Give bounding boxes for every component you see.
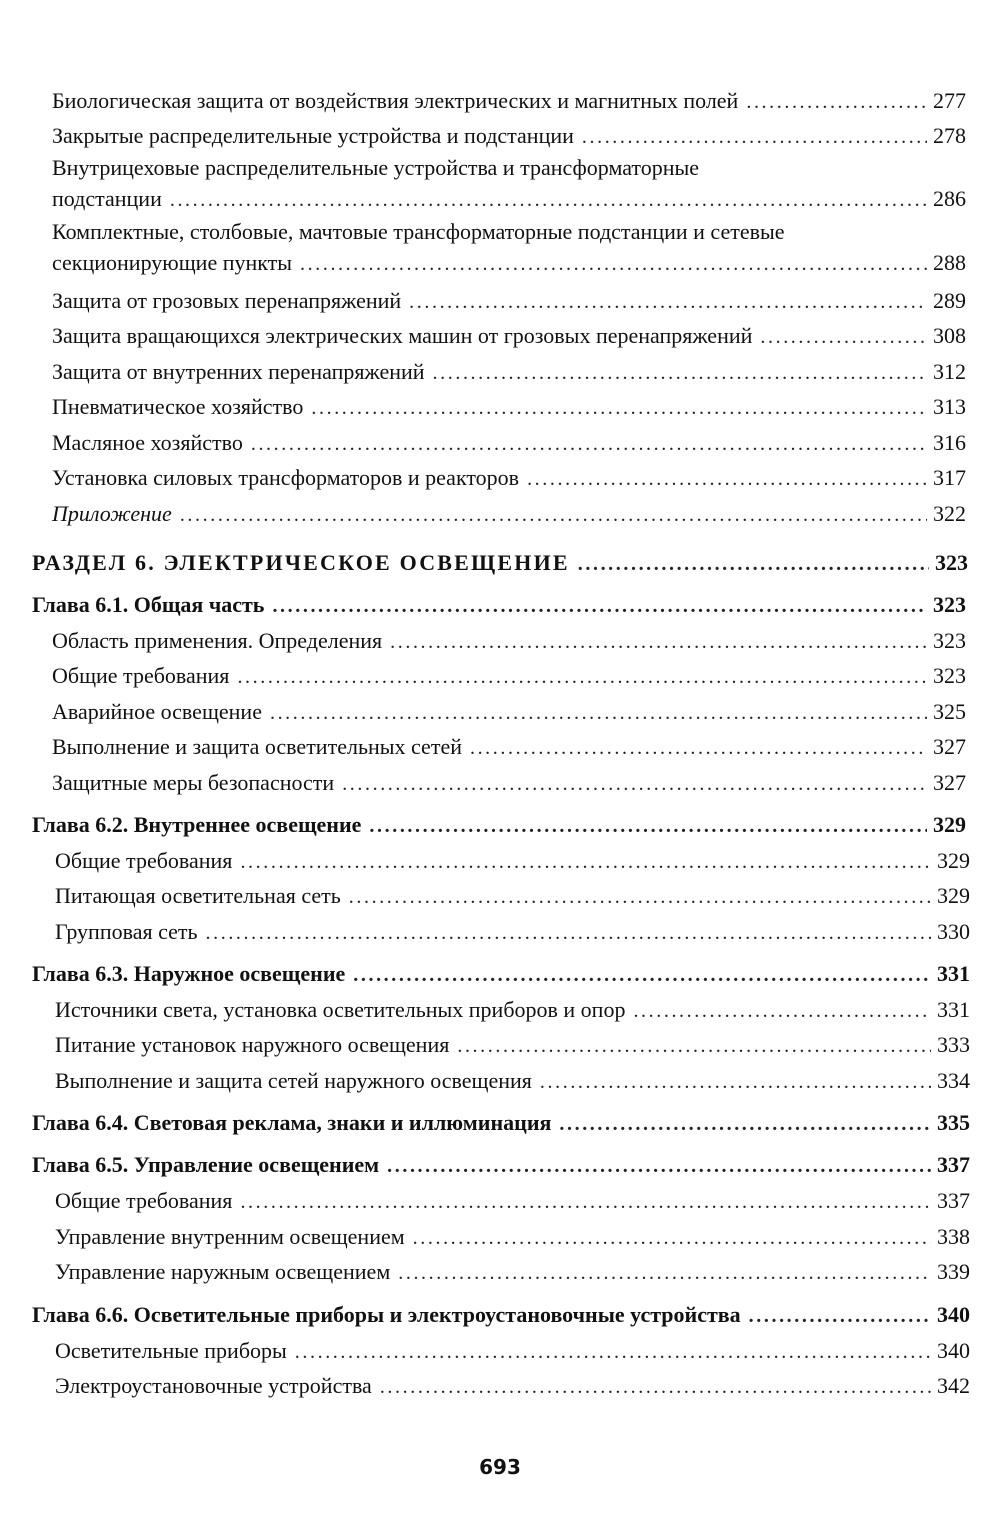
toc-chapter[interactable] xyxy=(32,1300,970,1330)
toc-entry-title: Глава 6.3. Наружное освещение xyxy=(32,961,346,986)
toc-entry-title: Защита от внутренних перенапряжений xyxy=(52,359,425,384)
toc-entry-title: Приложение xyxy=(52,501,172,526)
toc-entry[interactable] xyxy=(55,917,970,947)
toc-entry-title: Общие требования xyxy=(55,848,233,873)
toc-entry-title: Биологическая защита от воздействия электрических и магнитных полей xyxy=(52,88,739,113)
toc-chapter[interactable] xyxy=(32,1108,970,1138)
toc-entry[interactable] xyxy=(55,846,970,876)
toc-entry-title: Глава 6.4. Световая реклама, знаки и иллюминация xyxy=(32,1110,552,1135)
toc-entry-title-line1: Внутрицеховые распределительные устройства и трансформаторные xyxy=(52,155,700,180)
toc-entry-title: Электроустановочные устройства xyxy=(55,1373,372,1398)
toc-entry-title: Осветительные приборы xyxy=(55,1338,287,1363)
toc-entry-page: 323 xyxy=(935,550,968,575)
toc-entry-page: 323 xyxy=(933,592,966,617)
toc-entry[interactable] xyxy=(52,463,966,493)
toc-entry-page: 339 xyxy=(937,1259,970,1284)
dot-leader xyxy=(387,1151,931,1181)
toc-chapter[interactable] xyxy=(32,810,966,840)
toc-entry-title: Выполнение и защита осветительных сетей xyxy=(52,734,462,759)
toc-entry-page: 331 xyxy=(937,997,970,1022)
toc-entry[interactable] xyxy=(52,321,966,351)
dot-leader xyxy=(457,1031,931,1061)
toc-entry-title: Защита вращающихся электрических машин от грозовых перенапряжений xyxy=(52,323,753,348)
toc-entry-title: Глава 6.5. Управление освещением xyxy=(32,1152,380,1177)
dot-leader xyxy=(170,185,927,215)
toc-entry[interactable] xyxy=(52,661,966,691)
dot-leader xyxy=(749,1301,931,1331)
toc-entry[interactable] xyxy=(55,1257,970,1287)
dot-leader xyxy=(413,1223,931,1253)
page-number: 693 xyxy=(479,1455,521,1479)
toc-entry[interactable] xyxy=(52,286,966,316)
toc-chapter[interactable] xyxy=(32,1150,970,1180)
toc-entry-page: 289 xyxy=(933,288,966,313)
dot-leader xyxy=(582,122,927,152)
dot-leader xyxy=(237,662,927,692)
toc-entry-title: Установка силовых трансформаторов и реакторов xyxy=(52,465,520,490)
dot-leader xyxy=(311,393,927,423)
toc-entry-title: Масляное хозяйство xyxy=(52,430,243,455)
toc-entry-page: 313 xyxy=(933,394,966,419)
toc-entry[interactable] xyxy=(52,184,966,214)
toc-entry-title: Управление внутренним освещением xyxy=(55,1224,405,1249)
toc-entry-title: Питающая осветительная сеть xyxy=(55,883,341,908)
toc-entry-title-line1: Комплектные, столбовые, мачтовые трансформаторные подстанции и сетевые xyxy=(52,219,785,244)
toc-entry-title: Общие требования xyxy=(52,663,230,688)
toc-entry[interactable] xyxy=(52,626,966,656)
dot-leader xyxy=(369,811,927,841)
dot-leader xyxy=(240,847,931,877)
dot-leader xyxy=(746,87,927,117)
toc-entry-page: 331 xyxy=(937,961,970,986)
toc-entry-page: 338 xyxy=(937,1224,970,1249)
toc-entry-page: 286 xyxy=(933,186,966,211)
toc-entry[interactable] xyxy=(55,881,970,911)
toc-entry-title: Глава 6.6. Осветительные приборы и электроустановочные устройства xyxy=(32,1302,741,1327)
dot-leader xyxy=(380,1372,931,1402)
dot-leader xyxy=(342,769,927,799)
toc-entry-page: 340 xyxy=(937,1302,970,1327)
toc-entry[interactable] xyxy=(52,732,966,762)
toc-entry[interactable] xyxy=(52,248,966,278)
toc-entry-title: Аварийное освещение xyxy=(52,699,262,724)
toc-entry-title: Область применения. Определения xyxy=(52,628,383,653)
toc-entry-page: 317 xyxy=(933,465,966,490)
toc-chapter[interactable] xyxy=(32,959,970,989)
toc-entry-page: 322 xyxy=(933,501,966,526)
toc-entry-page: 323 xyxy=(933,628,966,653)
toc-entry-page: 327 xyxy=(933,734,966,759)
dot-leader xyxy=(527,464,927,494)
dot-leader xyxy=(272,591,927,621)
toc-entry[interactable] xyxy=(55,995,970,1025)
toc-entry[interactable] xyxy=(52,499,966,529)
toc-entry-page: 329 xyxy=(933,812,966,837)
dot-leader xyxy=(349,882,931,912)
toc-entry-title: РАЗДЕЛ 6. ЭЛЕКТРИЧЕСКОЕ ОСВЕЩЕНИЕ xyxy=(32,550,570,575)
dot-leader xyxy=(433,358,927,388)
toc-entry-page: 327 xyxy=(933,770,966,795)
toc-entry-page: 342 xyxy=(937,1373,970,1398)
toc-entry-title: Управление наружным освещением xyxy=(55,1259,391,1284)
toc-section[interactable] xyxy=(32,548,968,578)
toc-entry-title: Выполнение и защита сетей наружного освещения xyxy=(55,1068,532,1093)
toc-entry-title: подстанции xyxy=(52,186,162,211)
toc-entry-page: 308 xyxy=(933,323,966,348)
toc-entry-title: Общие требования xyxy=(55,1188,233,1213)
toc-entry[interactable] xyxy=(55,1066,970,1096)
dot-leader xyxy=(251,429,927,459)
dot-leader xyxy=(470,733,927,763)
toc-entry-title: Питание установок наружного освещения xyxy=(55,1032,450,1057)
dot-leader xyxy=(300,249,927,279)
toc-entry-title: Защита от грозовых перенапряжений xyxy=(52,288,402,313)
toc-entry[interactable] xyxy=(52,428,966,458)
toc-entry[interactable] xyxy=(52,86,966,116)
toc-entry[interactable] xyxy=(52,121,966,151)
toc-entry[interactable] xyxy=(55,1030,970,1060)
dot-leader xyxy=(578,549,929,579)
toc-entry[interactable] xyxy=(52,768,966,798)
toc-entry[interactable] xyxy=(52,357,966,387)
dot-leader xyxy=(559,1109,931,1139)
toc-entry-page: 288 xyxy=(933,250,966,275)
dot-leader xyxy=(295,1337,931,1367)
toc-entry-page: 316 xyxy=(933,430,966,455)
toc-entry[interactable] xyxy=(52,392,966,422)
toc-entry-page: 334 xyxy=(937,1068,970,1093)
toc-entry-title: Источники света, установка осветительных приборов и опор xyxy=(55,997,626,1022)
toc-entry-page: 340 xyxy=(937,1338,970,1363)
dot-leader xyxy=(398,1258,931,1288)
toc-entry-title: Глава 6.2. Внутреннее освещение xyxy=(32,812,362,837)
toc-entry-title: Закрытые распределительные устройства и подстанции xyxy=(52,123,574,148)
toc-entry-title: Глава 6.1. Общая часть xyxy=(32,592,265,617)
toc-entry[interactable] xyxy=(55,1186,970,1216)
dot-leader xyxy=(180,500,927,530)
toc-entry[interactable] xyxy=(55,1222,970,1252)
toc-entry-page: 277 xyxy=(933,88,966,113)
dot-leader xyxy=(409,287,927,317)
toc-entry-page: 325 xyxy=(933,699,966,724)
toc-entry-page: 312 xyxy=(933,359,966,384)
dot-leader xyxy=(270,698,927,728)
toc-entry-page: 337 xyxy=(937,1152,970,1177)
toc-chapter[interactable] xyxy=(32,590,966,620)
toc-entry-page: 278 xyxy=(933,123,966,148)
toc-entry-page: 335 xyxy=(937,1110,970,1135)
toc-entry-page: 329 xyxy=(937,848,970,873)
toc-entry-title: Защитные меры безопасности xyxy=(52,770,335,795)
toc-entry-page: 323 xyxy=(933,663,966,688)
toc-entry-title: Пневматическое хозяйство xyxy=(52,394,304,419)
toc-entry-page: 330 xyxy=(937,919,970,944)
dot-leader xyxy=(353,960,931,990)
dot-leader xyxy=(633,996,931,1026)
dot-leader xyxy=(206,918,931,948)
toc-entry-title: секционирующие пункты xyxy=(52,250,293,275)
dot-leader xyxy=(760,322,927,352)
toc-entry-page: 329 xyxy=(937,883,970,908)
toc-entry-page: 337 xyxy=(937,1188,970,1213)
toc-entry-title: Групповая сеть xyxy=(55,919,198,944)
dot-leader xyxy=(390,627,927,657)
toc-entry[interactable] xyxy=(55,1371,970,1401)
toc-entry[interactable] xyxy=(55,1336,970,1366)
toc-entry-page: 333 xyxy=(937,1032,970,1057)
dot-leader xyxy=(540,1067,931,1097)
toc-entry[interactable] xyxy=(52,697,966,727)
dot-leader xyxy=(240,1187,931,1217)
